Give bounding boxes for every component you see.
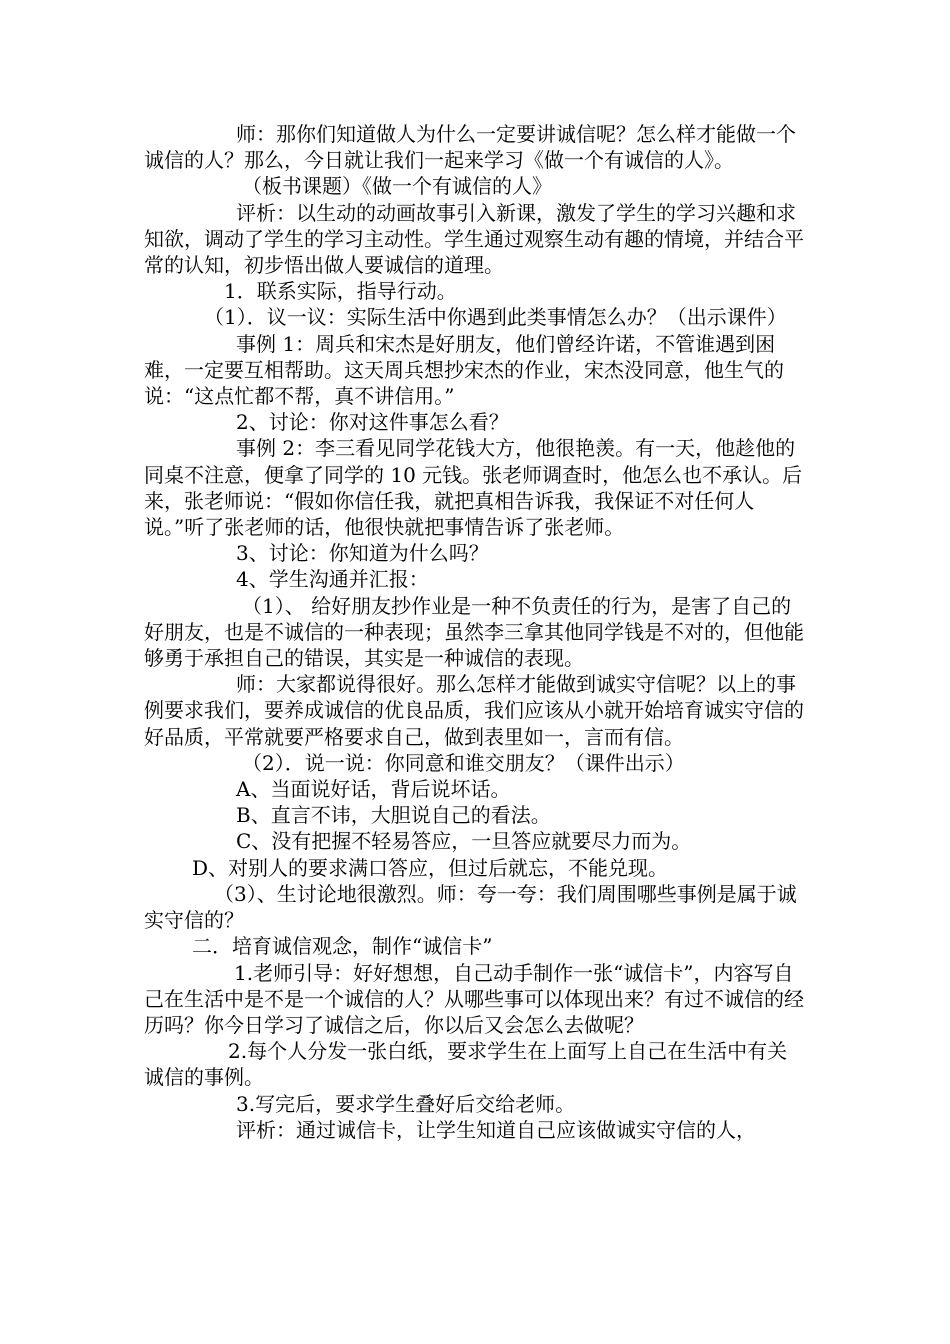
- paragraph-section-1: 1．联系实际，指导行动。: [224, 279, 457, 304]
- paragraph-option-a: A、当面说好话，背后说坏话。: [236, 777, 511, 802]
- paragraph-teacher-summary: 师：大家都说得很好。那么怎样才能做到诚实守信呢？以上的事例要求我们，要养成诚信的优良品质，我们应该从小就开始培育诚实守信的好品质，平常就要严格要求自己，做到表里如一，言而有信。: [144, 672, 804, 749]
- paragraph-say-2: （2）．说一说：你同意和谁交朋友？（课件出示）: [242, 750, 685, 775]
- paragraph-report-answer: （1）、 给好朋友抄作业是一种不负责任的行为，是害了自己的好朋友，也是不诚信的一种表现；虽然李三拿其他同学钱是不对的，但他能够勇于承担自己的错误，其实是一种诚信的表现。: [144, 593, 804, 671]
- document-body: [144, 121, 806, 1143]
- paragraph-step-3: 3.写完后，要求学生叠好后交给老师。: [236, 1091, 576, 1116]
- paragraph-praise-3: （3）、生讨论地很激烈。师：夸一夸：我们周围哪些事例是属于诚实守信的？: [144, 881, 797, 933]
- paragraph-comment-1: 评析：以生动的动画故事引入新课，激发了学生的学习兴趣和求知欲，调动了学生的学习主动性。学生通过观察生动有趣的情境，并结合平常的认知，初步悟出做人要诚信的道理。: [144, 200, 804, 278]
- paragraph-step-1: 1.老师引导：好好想想，自己动手制作一张“诚信卡”，内容写自己在生活中是不是一个诚信的人？从哪些事可以体现出来？有过不诚信的经历吗？你今日学习了诚信之后，你以后又会怎么去做呢？: [144, 960, 804, 1037]
- paragraph-discuss-1: （1）．议一议：实际生活中你遇到此类事情怎么办？（出示课件）: [204, 305, 787, 330]
- paragraph-board-title: （板书课题）《做一个有诚信的人》: [242, 174, 552, 199]
- paragraph-comment-2: 评析：通过诚信卡，让学生知道自己应该做诚实守信的人，: [236, 1117, 756, 1142]
- paragraph-discussion-2: 2、讨论：你对这件事怎么看？: [236, 410, 509, 435]
- paragraph-teacher-intro: 师：那你们知道做人为什么一定要讲诚信呢？怎么样才能做一个诚信的人？那么，今日就让我们一起来学习《做一个有诚信的人》。: [144, 122, 796, 173]
- paragraph-option-c: C、没有把握不轻易答应，一旦答应就要尽力而为。: [236, 829, 692, 854]
- paragraph-example-2: 事例 2：李三看见同学花钱大方，他很艳羡。有一天，他趁他的同桌不注意，便拿了同学的 10 元钱。张老师调查时，他怎么也不承认。后来，张老师说：“假如你信任我，就把真相告诉我，我保证不对任何人说。”听了张老师的话，他很快就把事情告诉了张老师。: [144, 436, 803, 540]
- paragraph-option-b: B、直言不讳，大胆说自己的看法。: [236, 803, 551, 828]
- paragraph-option-d: D、对别人的要求满口答应，但过后就忘，不能兑现。: [192, 855, 669, 880]
- paragraph-example-1: 事例 1：周兵和宋杰是好朋友，他们曾经许诺，不管谁遇到困难，一定要互相帮助。这天周兵想抄宋杰的作业，宋杰没同意，他生气的说：“这点忙都不帮，真不讲信用。”: [144, 331, 784, 409]
- paragraph-report-4: 4、学生沟通并汇报：: [236, 567, 429, 592]
- paragraph-section-2: 二．培育诚信观念，制作“诚信卡”: [192, 934, 493, 959]
- paragraph-step-2: 2.每个人分发一张白纸，要求学生在上面写上自己在生活中有关诚信的事例。: [144, 1039, 788, 1090]
- paragraph-discussion-3: 3、讨论：你知道为什么吗？: [236, 541, 489, 566]
